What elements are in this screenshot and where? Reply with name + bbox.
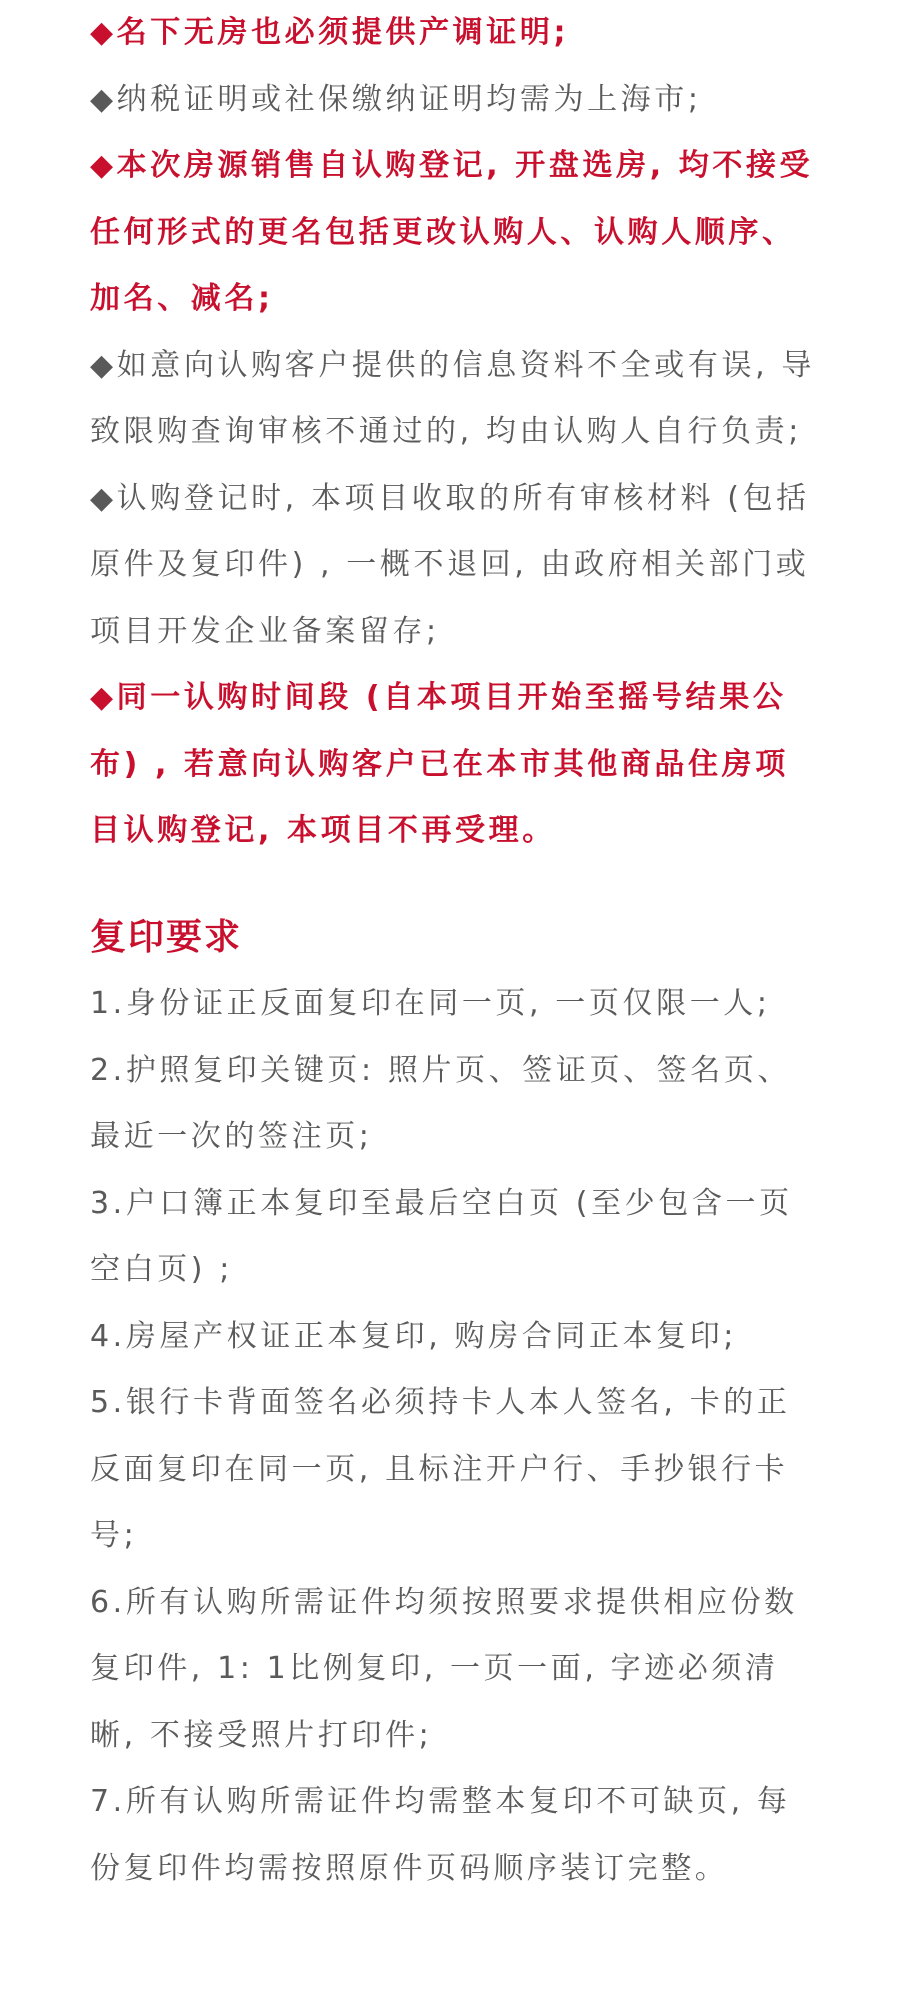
- notice-item: ◆纳税证明或社保缴纳证明均需为上海市;: [90, 81, 702, 117]
- notice-item: ◆认购登记时, 本项目收取的所有审核材料 (包括原件及复印件) , 一概不退回, 由政府相关部门或项目开发企业备案留存;: [90, 480, 810, 649]
- list-item: 3.户口簿正本复印至最后空白页 (至少包含一页空白页) ;: [90, 1185, 793, 1287]
- list-item: 5.银行卡背面签名必须持卡人本人签名, 卡的正反面复印在同一页, 且标注开户行、手抄银行卡号;: [90, 1385, 791, 1553]
- list-item: 2.护照复印关键页: 照片页、签证页、签名页、最近一次的签注页;: [90, 1052, 792, 1154]
- list-item: 7.所有认购所需证件均需整本复印不可缺页, 每份复印件均需按照原件页码顺序装订完整。: [90, 1784, 791, 1886]
- notice-item: ◆名下无房也必须提供产调证明;: [90, 15, 570, 50]
- list-item: 1.身份证正反面复印在同一页, 一页仅限一人;: [90, 986, 771, 1021]
- section-spacer: [90, 865, 815, 905]
- section-heading-copy-requirements: 复印要求: [90, 916, 243, 958]
- list-item: 4.房屋产权证正本复印, 购房合同正本复印;: [90, 1318, 738, 1354]
- copy-requirements-list: [90, 971, 815, 1902]
- notice-item: ◆同一认购时间段 (自本项目开始至摇号结果公布) , 若意向认购客户已在本市其他商品住房项目认购登记, 本项目不再受理。: [90, 680, 789, 848]
- list-item: 6.所有认购所需证件均须按照要求提供相应份数复印件, 1: 1比例复印, 一页一面, 字迹必须清晰, 不接受照片打印件;: [90, 1584, 798, 1753]
- notice-item: ◆本次房源销售自认购登记, 开盘选房, 均不接受任何形式的更名包括更改认购人、认购人顺序、加名、减名;: [90, 148, 814, 316]
- notice-item: ◆如意向认购客户提供的信息资料不全或有误, 导致限购查询审核不通过的, 均由认购人自行负责;: [90, 347, 815, 449]
- notice-list: [90, 0, 815, 865]
- article-body: [90, 0, 815, 1902]
